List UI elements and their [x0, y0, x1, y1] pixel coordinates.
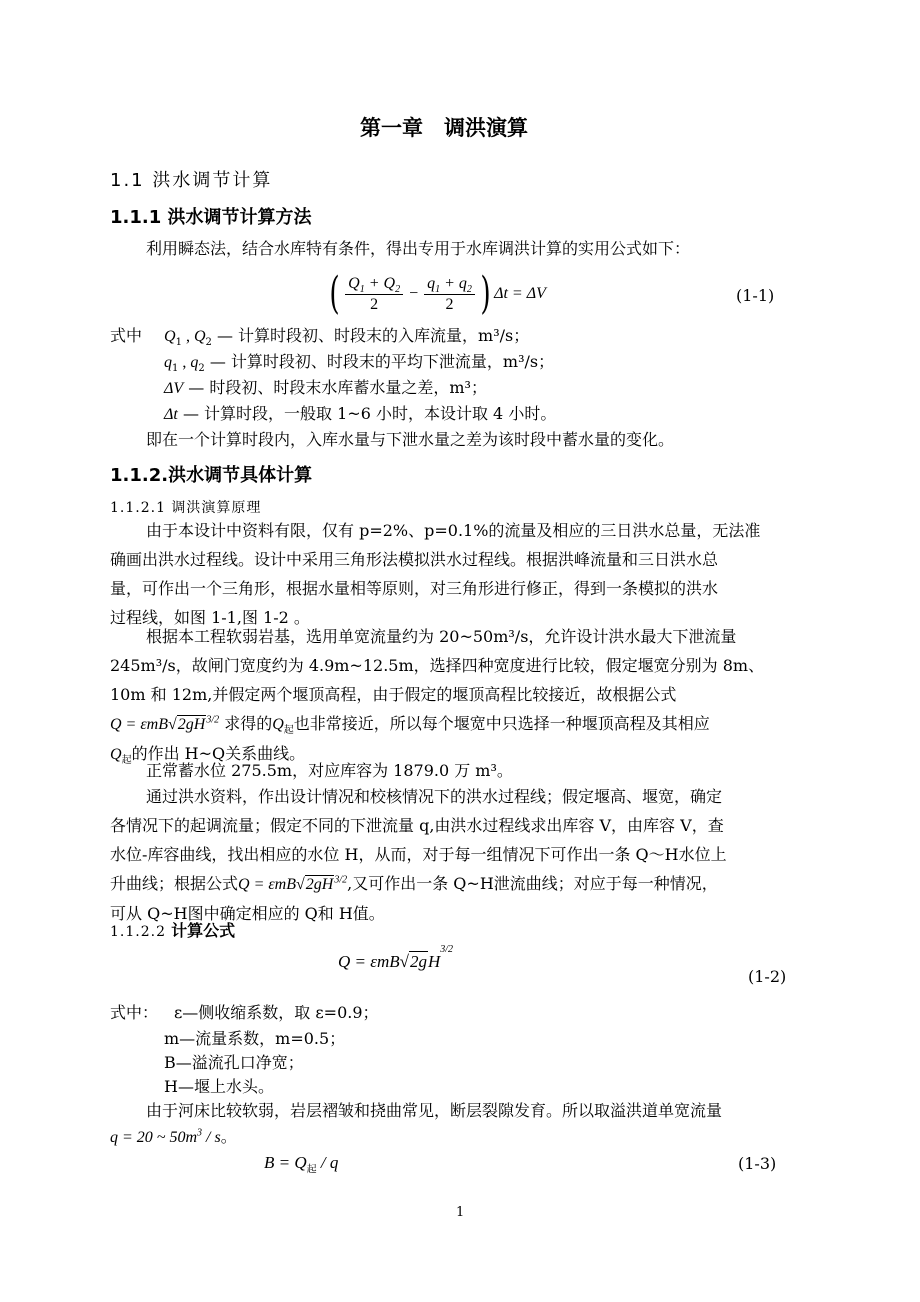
definitions2-prefix: 式中： — [110, 1003, 159, 1022]
text-fragment: 也非常接近，所以每个堰宽中只选择一种堰顶高程及其相应 — [293, 714, 710, 733]
summary-paragraph: 即在一个计算时段内，入库水量与下泄水量之差为该时段中蓄水量的变化。 — [146, 430, 675, 449]
paragraph-normal-level: 正常蓄水位 275.5m，对应库容为 1879.0 万 m³。 — [146, 761, 513, 780]
section-heading-1-1-2-1: 1.1.2.1 调洪演算原理 — [110, 500, 262, 516]
definition-q-inflow-text: — 计算时段初、时段末的入库流量，m³/s； — [216, 326, 530, 345]
definitions-prefix: 式中 — [110, 326, 143, 345]
equation-1-1-number: (1-1) — [736, 286, 775, 305]
text-line: 水位-库容曲线，找出相应的水位 H，从而，对于每一组情况下可作出一条 Q～H水位上 — [110, 845, 727, 864]
definition-q-outflow-text: — 计算时段初、时段末的平均下泄流量，m³/s； — [209, 352, 555, 371]
section-number: 1.1.2.2 — [110, 924, 166, 940]
text-line: 量，可作出一个三角形，根据水量相等原则，对三角形进行修正，得到一条模拟的洪水 — [110, 579, 719, 598]
text-line: 确画出洪水过程线。设计中采用三角形法模拟洪水过程线。根据洪峰流量和三日洪水总 — [110, 550, 719, 569]
text-fragment: 。 — [220, 1127, 237, 1146]
definition-q-inflow: $Q_1$ , $Q_2$ — 计算时段初、时段末的入库流量，m³/s； — [164, 326, 530, 349]
unit-discharge-formula: q = 20 ~ $50m^3$ / s。 — [110, 1127, 237, 1146]
equation-1-2-number: (1-2) — [748, 967, 787, 986]
definition-h: H—堰上水头。 — [164, 1077, 274, 1096]
definition-delta-v: ΔV — 时段初、时段末水库蓄水量之差，m³； — [164, 378, 487, 397]
text-line: $Q_起$的作出 H~Q关系曲线。 — [110, 744, 306, 767]
formula-line — [110, 869, 810, 899]
paragraph-procedure — [110, 782, 810, 928]
text-fragment: 的作出 H~Q关系曲线。 — [131, 744, 306, 763]
definition-delta-t-text: — 计算时段，一般取 1~6 小时，本设计取 4 小时。 — [182, 404, 557, 423]
text-line: 245m³/s，故闸门宽度约为 4.9m~12.5m，选择四种宽度进行比较，假定堰宽分别为 8m、 — [110, 656, 765, 675]
equation-1-1: ( $\frac{Q_1 + Q_2}{2}$ − $\frac{q_1 + q_2}{2}$ ) Δt = ΔV — [329, 268, 546, 319]
chapter-title: 第一章 调洪演算 — [360, 116, 528, 140]
definition-epsilon: ε—侧收缩系数，取 ε=0.9； — [174, 1003, 379, 1022]
text-line: 根据本工程软弱岩基，选用单宽流量约为 20~50m³/s，允许设计洪水最大下泄流量 — [146, 627, 737, 646]
section-heading-1-1: 1.1 洪水调节计算 — [110, 170, 273, 191]
definition-delta-t: Δt — 计算时段，一般取 1~6 小时，本设计取 4 小时。 — [164, 404, 557, 423]
equation-1-3-number: (1-3) — [738, 1154, 777, 1173]
section-heading-1-1-1: 1.1.1 洪水调节计算方法 — [110, 207, 312, 228]
text-line: 可从 Q~H图中确定相应的 Q和 H值。 — [110, 904, 385, 923]
definition-q-outflow: $q_1$ , $q_2$ — 计算时段初、时段末的平均下泄流量，m³/s； — [164, 352, 555, 375]
text-fragment: 求得的 — [224, 714, 273, 733]
formula-line: $Q = \varepsilon mB√2gH^{3/2}$ 求得的$Q_起$也非常接近，所以每个堰宽中只选择一种堰顶高程及其相应 — [110, 714, 710, 737]
text-line: 过程线，如图 1-1,图 1-2 。 — [110, 608, 310, 627]
paragraph-rock-foundation — [110, 622, 810, 769]
intro-paragraph: 利用瞬态法，结合水库特有条件，得出专用于水库调洪计算的实用公式如下： — [146, 239, 691, 258]
text-fragment: ,又可作出一条 Q~H泄流曲线；对应于每一种情况， — [347, 874, 718, 893]
definition-b: B—溢流孔口净宽； — [164, 1053, 304, 1072]
text-line: 由于本设计中资料有限，仅有 p=2%、p=0.1%的流量及相应的三日洪水总量，无法准 — [146, 521, 761, 540]
equation-1-3: $B = Q_起 / q$ — [264, 1153, 339, 1176]
section-title: 计算公式 — [171, 921, 236, 940]
section-heading-1-1-2: 1.1.2.洪水调节具体计算 — [110, 465, 313, 486]
inline-formula-weir: $Q = \varepsilon mB√2gH^{3/2}$ — [238, 874, 348, 893]
text-line: 通过洪水资料，作出设计情况和校核情况下的洪水过程线；假定堰高、堰宽，确定 — [146, 787, 723, 806]
definition-m: m—流量系数，m=0.5； — [164, 1029, 346, 1048]
section-heading-1-1-2-2 — [110, 918, 235, 941]
page-number: 1 — [456, 1205, 465, 1220]
equation-1-2: $Q = \varepsilon mB√2gH^{3/2}$ — [338, 944, 454, 971]
paragraph-principle — [110, 516, 810, 632]
text-line: 各情况下的起调流量；假定不同的下泄流量 q,由洪水过程线求出库容 V，由库容 V，查 — [110, 816, 724, 835]
text-line: 10m 和 12m,并假定两个堰顶高程，由于假定的堰顶高程比较接近，故根据公式 — [110, 685, 677, 704]
definition-delta-v-text: — 时段初、时段末水库蓄水量之差，m³； — [188, 378, 487, 397]
text-fragment: 升曲线；根据公式 — [110, 874, 239, 893]
paragraph-unit-discharge: 由于河床比较软弱，岩层褶皱和挠曲常见，断层裂隙发育。所以取溢洪道单宽流量 — [146, 1101, 723, 1120]
inline-formula-weir: $Q = \varepsilon mB√2gH^{3/2}$ — [110, 714, 220, 733]
